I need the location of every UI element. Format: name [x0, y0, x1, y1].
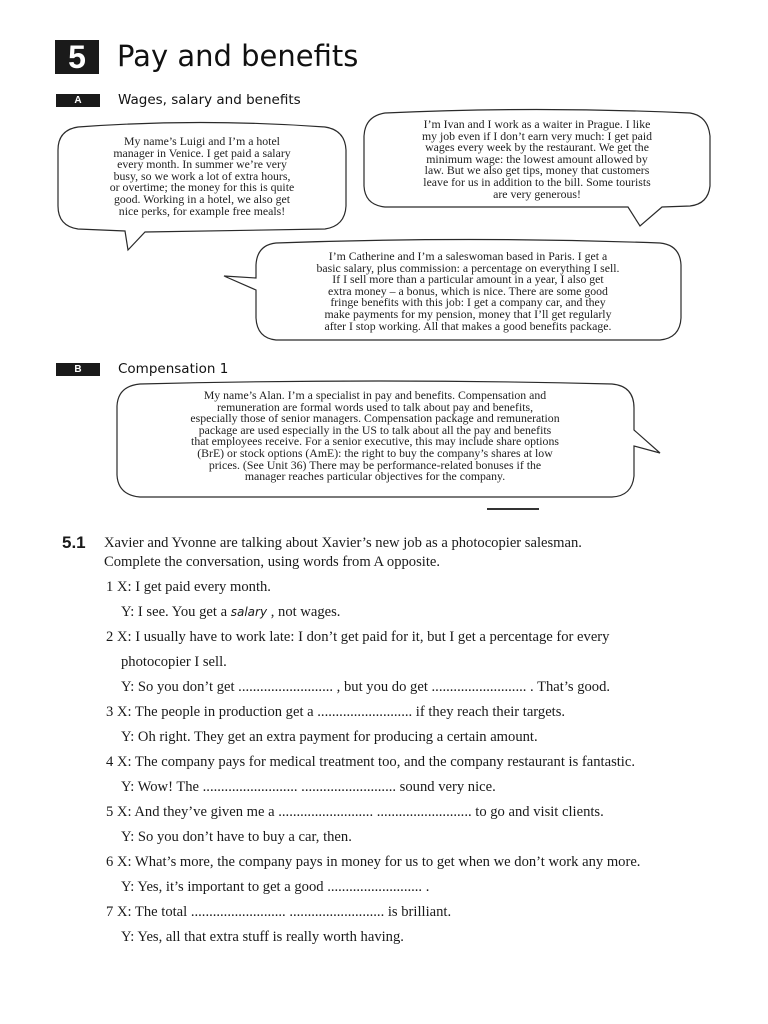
- section-b-title: Compensation 1: [118, 361, 229, 377]
- exercise-line: 6 X: What’s more, the company pays in money for us to get when we don’t work any more.: [106, 854, 641, 870]
- bubble-line: If I sell more than a particular amount in a year, I also get: [332, 272, 604, 287]
- bubble-line: manager in Venice. I get paid a salary: [113, 145, 291, 160]
- bubble-line: package are used especially in the US to talk about all the pay and benefits: [198, 422, 552, 437]
- bubble-line: are very generous!: [493, 186, 581, 201]
- bubble-line: nice perks, for example free meals!: [118, 203, 286, 218]
- exercise-line: Y: So you don’t have to buy a car, then.: [121, 829, 352, 845]
- alan-bubble: [124, 390, 626, 483]
- exercise-line: [121, 603, 340, 621]
- bubble-line: I’m Ivan and I work as a waiter in Prague. I like: [423, 117, 651, 131]
- bubble-line: I’m Catherine and I’m a saleswoman based in Paris. I get a: [328, 249, 608, 263]
- bubble-line: after I stop working. All that makes a good benefits package.: [324, 318, 612, 333]
- catherine-bubble: [262, 251, 674, 332]
- bubble-line: remuneration are formal words used to talk about pay and benefits,: [216, 399, 534, 414]
- exercise-line: 2 X: I usually have to work late: I don’t get paid for it, but I get a percentage for every: [106, 629, 610, 645]
- section-a-title: Wages, salary and benefits: [118, 92, 301, 108]
- bubble-line: my job even if I don’t earn very much: I get paid: [421, 128, 653, 143]
- handwritten-answer: salary: [230, 605, 268, 619]
- exercise-line: 4 X: The company pays for medical treatment too, and the company restaurant is fantastic.: [106, 754, 635, 770]
- line-text: Y: I see. You get a: [121, 604, 228, 620]
- bubble-line: My name’s Luigi and I’m a hotel: [124, 134, 280, 148]
- bubble-line: good. Working in a hotel, we also get: [113, 191, 291, 206]
- bubble-line: wages every week by the restaurant. We get the: [425, 140, 649, 155]
- bubble-line: make payments for my pension, money that I’ll get regularly: [324, 306, 612, 321]
- bubble-line: (BrE) or stock options (AmE): the right to buy the company’s shares at low: [197, 445, 553, 460]
- separator: [487, 508, 539, 510]
- instruction-line: Complete the conversation, using words from A opposite.: [104, 554, 441, 570]
- bubble-line: especially those of senior managers. Compensation package and remuneration: [190, 411, 560, 426]
- ivan-bubble: [372, 119, 702, 200]
- section-a-label: A: [56, 94, 100, 107]
- instruction-line: Xavier and Yvonne are talking about Xavier’s new job as a photocopier salesman.: [104, 535, 582, 551]
- exercise-line: Y: Yes, it’s important to get a good .......................... .: [121, 879, 430, 895]
- bubble-line: My name’s Alan. I’m a specialist in pay and benefits. Compensation and: [203, 388, 547, 402]
- bubble-line: manager reaches particular objectives for the company.: [244, 469, 506, 484]
- luigi-bubble: [68, 136, 336, 217]
- exercise-line: 1 X: I get paid every month.: [106, 579, 271, 595]
- bubble-line: extra money – a bonus, which is nice. There are some good: [328, 283, 608, 298]
- exercise-line: 3 X: The people in production get a .......................... if they reach their targets.: [106, 704, 566, 720]
- exercise-line: photocopier I sell.: [121, 654, 227, 670]
- exercise-line: Y: Yes, all that extra stuff is really worth having.: [121, 929, 404, 945]
- exercise-instructions: [104, 534, 582, 572]
- line-text: , not wages.: [270, 604, 341, 620]
- bubble-line: every month. In summer we’re very: [117, 157, 287, 172]
- bubble-line: minimum wage: the lowest amount allowed by: [426, 151, 648, 166]
- section-b-label: B: [56, 363, 100, 376]
- bubble-line: busy, so we work a lot of extra hours,: [113, 168, 291, 183]
- bubble-line: prices. (See Unit 36) There may be performance-related bonuses if the: [208, 457, 542, 472]
- exercise-line: Y: Wow! The .......................... .......................... sound very nice.: [121, 779, 496, 795]
- bubble-line: fringe benefits with this job: I get a company car, and they: [330, 295, 606, 310]
- exercise-line: Y: So you don’t get .......................... , but you do get .......................... . That’s good.: [121, 679, 611, 695]
- bubble-line: that employees receive. For a senior executive, this may include share options: [191, 434, 559, 449]
- exercise-line: 5 X: And they’ve given me a .......................... .......................... to go and visit clients.: [106, 804, 604, 820]
- bubble-line: leave for us in addition to the bill. Some tourists: [423, 174, 651, 189]
- bubble-line: law. But we also get tips, money that customers: [424, 163, 650, 178]
- bubble-line: or overtime; the money for this is quite: [109, 180, 295, 195]
- exercise-line: 7 X: The total .......................... .......................... is brilliant.: [106, 904, 452, 920]
- bubble-line: basic salary, plus commission: a percentage on everything I sell.: [316, 260, 620, 275]
- unit-number-box: 5: [55, 40, 99, 74]
- exercise-line: Y: Oh right. They get an extra payment for producing a certain amount.: [121, 729, 538, 745]
- unit-title: Pay and benefits: [117, 39, 359, 73]
- exercise-number: 5.1: [62, 533, 86, 552]
